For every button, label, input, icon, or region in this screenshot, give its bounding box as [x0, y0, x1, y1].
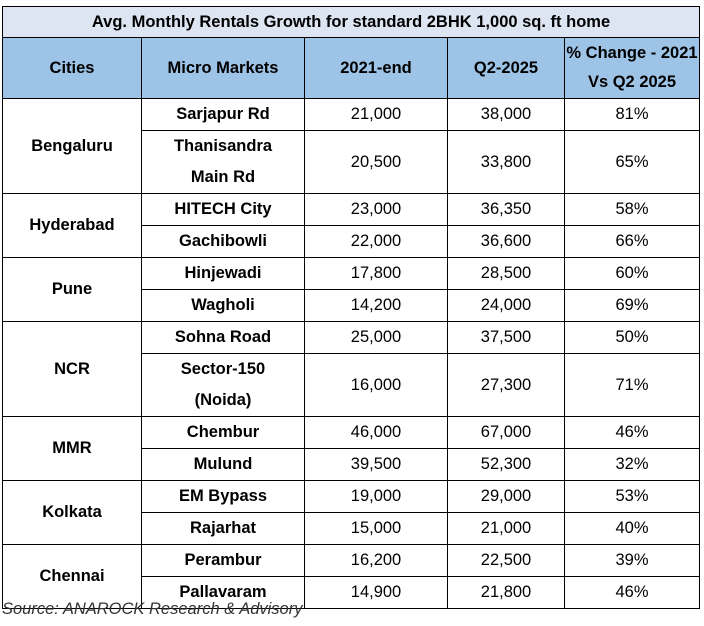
- table-row: [3, 322, 700, 354]
- micro-market-name: Gachibowli: [178, 232, 267, 250]
- table-row: [3, 99, 700, 131]
- table-row: [3, 194, 700, 226]
- header-change-line1: % Change - 2021: [566, 44, 698, 62]
- header-cities: Cities: [3, 38, 142, 99]
- city-cell: Bengaluru: [3, 99, 142, 194]
- micro-market-name: Main Rd: [190, 168, 256, 186]
- percent-change-cell: 60%: [565, 258, 700, 290]
- micro-market-name: Sarjapur Rd: [176, 105, 270, 123]
- table-row: [3, 258, 700, 290]
- rent-q2-2025-cell: 37,500: [448, 322, 565, 354]
- micro-market-cell: [142, 481, 305, 513]
- header-q2-2025: Q2-2025: [448, 38, 565, 99]
- rent-2021-cell: 15,000: [305, 513, 448, 545]
- header-micro-markets: Micro Markets: [142, 38, 305, 99]
- header-2021-end: 2021-end: [305, 38, 448, 99]
- rentals-table-container: [2, 6, 700, 609]
- micro-market-name: Sector-150: [180, 360, 266, 378]
- header-percent-change: [565, 38, 700, 99]
- rent-2021-cell: 46,000: [305, 417, 448, 449]
- table-row: [3, 481, 700, 513]
- city-cell: MMR: [3, 417, 142, 481]
- percent-change-cell: 69%: [565, 290, 700, 322]
- percent-change-cell: 71%: [565, 354, 700, 417]
- city-cell: Pune: [3, 258, 142, 322]
- percent-change-cell: 40%: [565, 513, 700, 545]
- percent-change-cell: 58%: [565, 194, 700, 226]
- table-title: Avg. Monthly Rentals Growth for standard 2BHK 1,000 sq. ft home: [3, 7, 700, 38]
- rent-2021-cell: 23,000: [305, 194, 448, 226]
- rent-2021-cell: 22,000: [305, 226, 448, 258]
- micro-market-cell: [142, 99, 305, 131]
- percent-change-cell: 65%: [565, 131, 700, 194]
- micro-market-cell: [142, 226, 305, 258]
- city-cell: Kolkata: [3, 481, 142, 545]
- percent-change-cell: 46%: [565, 577, 700, 609]
- micro-market-name: Thanisandra: [173, 137, 273, 155]
- micro-market-cell: [142, 131, 305, 194]
- micro-market-name: Wagholi: [191, 296, 255, 314]
- percent-change-cell: 50%: [565, 322, 700, 354]
- micro-market-name: Mulund: [193, 455, 253, 473]
- rent-q2-2025-cell: 22,500: [448, 545, 565, 577]
- rent-q2-2025-cell: 29,000: [448, 481, 565, 513]
- city-cell: Hyderabad: [3, 194, 142, 258]
- rent-q2-2025-cell: 21,000: [448, 513, 565, 545]
- rent-2021-cell: 25,000: [305, 322, 448, 354]
- micro-market-cell: [142, 449, 305, 481]
- city-cell: NCR: [3, 322, 142, 417]
- rentals-growth-table: [2, 6, 700, 609]
- rent-q2-2025-cell: 52,300: [448, 449, 565, 481]
- table-title-row: [3, 7, 700, 38]
- micro-market-cell: [142, 258, 305, 290]
- percent-change-cell: 46%: [565, 417, 700, 449]
- micro-market-cell: [142, 194, 305, 226]
- rent-2021-cell: 16,000: [305, 354, 448, 417]
- micro-market-cell: [142, 513, 305, 545]
- percent-change-cell: 32%: [565, 449, 700, 481]
- rent-2021-cell: 20,500: [305, 131, 448, 194]
- percent-change-cell: 53%: [565, 481, 700, 513]
- rent-q2-2025-cell: 67,000: [448, 417, 565, 449]
- micro-market-name: Pallavaram: [179, 583, 267, 601]
- rent-q2-2025-cell: 33,800: [448, 131, 565, 194]
- table-row: [3, 417, 700, 449]
- micro-market-name: Chembur: [186, 423, 260, 441]
- micro-market-cell: [142, 354, 305, 417]
- rent-q2-2025-cell: 21,800: [448, 577, 565, 609]
- city-cell: Chennai: [3, 545, 142, 609]
- rent-q2-2025-cell: 27,300: [448, 354, 565, 417]
- rent-2021-cell: 39,500: [305, 449, 448, 481]
- micro-market-name: EM Bypass: [178, 487, 268, 505]
- table-row: [3, 545, 700, 577]
- micro-market-name: Rajarhat: [189, 519, 257, 537]
- rent-q2-2025-cell: 28,500: [448, 258, 565, 290]
- percent-change-cell: 66%: [565, 226, 700, 258]
- micro-market-name: Perambur: [184, 551, 262, 569]
- rent-q2-2025-cell: 24,000: [448, 290, 565, 322]
- rent-q2-2025-cell: 36,350: [448, 194, 565, 226]
- rent-2021-cell: 16,200: [305, 545, 448, 577]
- rent-2021-cell: 17,800: [305, 258, 448, 290]
- header-change-line2: Vs Q2 2025: [587, 73, 677, 91]
- micro-market-name: (Noida): [194, 391, 252, 409]
- rent-2021-cell: 19,000: [305, 481, 448, 513]
- rent-q2-2025-cell: 36,600: [448, 226, 565, 258]
- percent-change-cell: 39%: [565, 545, 700, 577]
- percent-change-cell: 81%: [565, 99, 700, 131]
- header-row: [3, 38, 700, 99]
- micro-market-cell: [142, 545, 305, 577]
- rent-2021-cell: 21,000: [305, 99, 448, 131]
- micro-market-name: HITECH City: [174, 200, 272, 218]
- micro-market-cell: [142, 290, 305, 322]
- rent-2021-cell: 14,200: [305, 290, 448, 322]
- source-note: Source: ANAROCK Research & Advisory: [2, 600, 303, 618]
- micro-market-cell: [142, 322, 305, 354]
- micro-market-name: Hinjewadi: [184, 264, 262, 282]
- micro-market-cell: [142, 417, 305, 449]
- micro-market-name: Sohna Road: [174, 328, 272, 346]
- rent-q2-2025-cell: 38,000: [448, 99, 565, 131]
- rent-2021-cell: 14,900: [305, 577, 448, 609]
